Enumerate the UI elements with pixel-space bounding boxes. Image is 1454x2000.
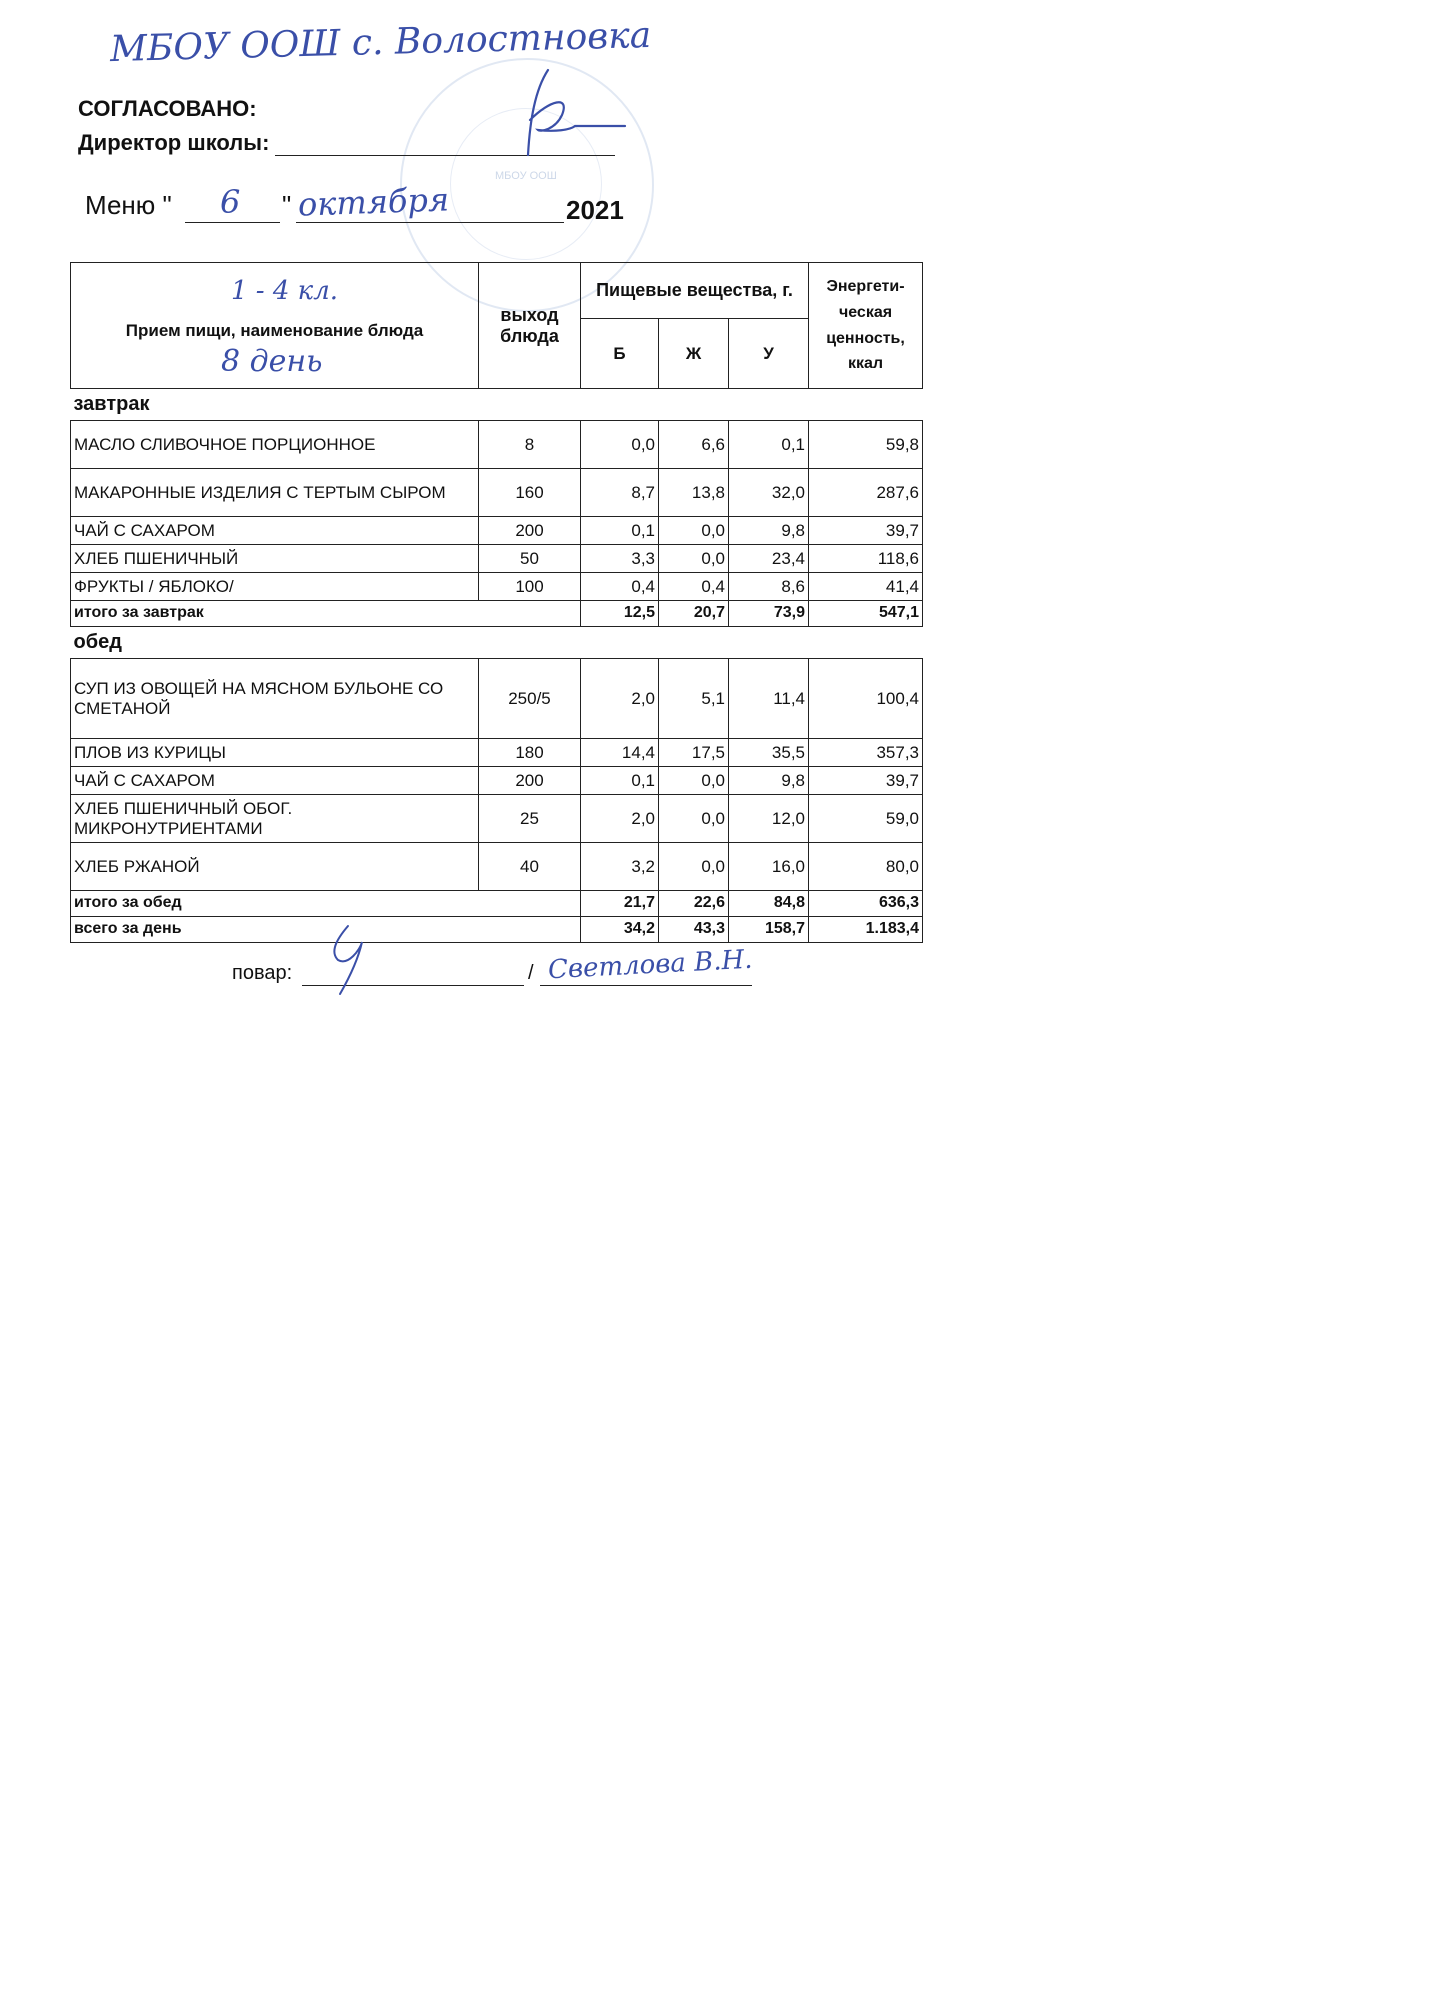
cook-signature <box>318 920 378 1000</box>
breakfast-total-b: 12,5 <box>581 601 659 627</box>
dish-u: 16,0 <box>729 843 809 891</box>
dish-b: 0,0 <box>581 421 659 469</box>
cook-slash: / <box>528 962 534 984</box>
lunch-total-row <box>71 891 923 917</box>
dish-u: 32,0 <box>729 469 809 517</box>
header-nutrients: Пищевые вещества, г. <box>581 263 809 319</box>
header-meal-name <box>71 263 479 389</box>
dish-u: 23,4 <box>729 545 809 573</box>
dish-zh: 0,0 <box>659 843 729 891</box>
dish-name: ХЛЕБ ПШЕНИЧНЫЙ <box>71 545 479 573</box>
director-signature <box>500 60 630 170</box>
table-row <box>71 573 923 601</box>
dish-portion: 25 <box>479 795 581 843</box>
dish-zh: 6,6 <box>659 421 729 469</box>
header-u: У <box>729 319 809 389</box>
dish-u: 12,0 <box>729 795 809 843</box>
dish-u: 9,8 <box>729 767 809 795</box>
dish-kcal: 39,7 <box>809 517 923 545</box>
lunch-total-label: итого за обед <box>71 891 581 917</box>
dish-kcal: 118,6 <box>809 545 923 573</box>
dish-name: ЧАЙ С САХАРОМ <box>71 517 479 545</box>
dish-zh: 13,8 <box>659 469 729 517</box>
dish-b: 3,3 <box>581 545 659 573</box>
section-breakfast <box>71 389 923 421</box>
header-class-handwritten: 1 - 4 кл. <box>231 276 339 306</box>
section-lunch <box>71 627 923 659</box>
dish-zh: 0,4 <box>659 573 729 601</box>
table-row <box>71 795 923 843</box>
dish-zh: 17,5 <box>659 739 729 767</box>
dish-u: 8,6 <box>729 573 809 601</box>
dish-portion: 50 <box>479 545 581 573</box>
dish-u: 9,8 <box>729 517 809 545</box>
dish-portion: 200 <box>479 517 581 545</box>
lunch-total-zh: 22,6 <box>659 891 729 917</box>
dish-name: ПЛОВ ИЗ КУРИЦЫ <box>71 739 479 767</box>
table-row <box>71 545 923 573</box>
breakfast-total-zh: 20,7 <box>659 601 729 627</box>
breakfast-total-row <box>71 601 923 627</box>
cook-name-line <box>540 985 752 986</box>
header-zh: Ж <box>659 319 729 389</box>
dish-name: ХЛЕБ РЖАНОЙ <box>71 843 479 891</box>
table-row <box>71 843 923 891</box>
dish-kcal: 287,6 <box>809 469 923 517</box>
dish-kcal: 100,4 <box>809 659 923 739</box>
day-total-b: 34,2 <box>581 917 659 943</box>
header-day-handwritten: 8 день <box>221 344 323 379</box>
dish-b: 2,0 <box>581 659 659 739</box>
stamp-text: МБОУ ООШ <box>495 170 557 182</box>
dish-name: МАСЛО СЛИВОЧНОЕ ПОРЦИОННОЕ <box>71 421 479 469</box>
section-lunch-title: обед <box>71 627 923 659</box>
dish-kcal: 41,4 <box>809 573 923 601</box>
dish-zh: 0,0 <box>659 767 729 795</box>
menu-prefix: Меню " <box>85 190 172 220</box>
dish-kcal: 39,7 <box>809 767 923 795</box>
breakfast-total-label: итого за завтрак <box>71 601 581 627</box>
menu-day-handwritten: 6 <box>220 183 241 221</box>
section-breakfast-title: завтрак <box>71 389 923 421</box>
header-portion: выход блюда <box>479 263 581 389</box>
dish-portion: 160 <box>479 469 581 517</box>
table-row <box>71 767 923 795</box>
dish-kcal: 357,3 <box>809 739 923 767</box>
table-row <box>71 517 923 545</box>
dish-kcal: 59,0 <box>809 795 923 843</box>
dish-portion: 40 <box>479 843 581 891</box>
menu-table <box>70 262 923 943</box>
header-b: Б <box>581 319 659 389</box>
dish-b: 14,4 <box>581 739 659 767</box>
day-total-zh: 43,3 <box>659 917 729 943</box>
dish-b: 0,4 <box>581 573 659 601</box>
cook-label: повар: <box>232 962 293 984</box>
director-label: Директор школы: <box>78 130 270 155</box>
dish-zh: 0,0 <box>659 545 729 573</box>
menu-mid-quote: " <box>282 190 292 220</box>
day-total-label: всего за день <box>71 917 581 943</box>
dish-u: 11,4 <box>729 659 809 739</box>
lunch-total-u: 84,8 <box>729 891 809 917</box>
lunch-total-b: 21,7 <box>581 891 659 917</box>
header-meal-name-text: Прием пищи, наименование блюда <box>125 320 424 340</box>
dish-zh: 5,1 <box>659 659 729 739</box>
menu-month-handwritten: октября <box>297 180 450 224</box>
dish-portion: 200 <box>479 767 581 795</box>
dish-b: 3,2 <box>581 843 659 891</box>
dish-u: 0,1 <box>729 421 809 469</box>
breakfast-total-u: 73,9 <box>729 601 809 627</box>
day-total-kcal: 1.183,4 <box>809 917 923 943</box>
dish-portion: 8 <box>479 421 581 469</box>
header-energy: Энергети-ческая ценность, ккал <box>809 263 923 389</box>
dish-portion: 100 <box>479 573 581 601</box>
dish-name: СУП ИЗ ОВОЩЕЙ НА МЯСНОМ БУЛЬОНЕ СО СМЕТАНОЙ <box>71 659 479 739</box>
lunch-total-kcal: 636,3 <box>809 891 923 917</box>
table-row <box>71 739 923 767</box>
dish-u: 35,5 <box>729 739 809 767</box>
dish-name: ФРУКТЫ / ЯБЛОКО/ <box>71 573 479 601</box>
dish-name: МАКАРОННЫЕ ИЗДЕЛИЯ С ТЕРТЫМ СЫРОМ <box>71 469 479 517</box>
dish-b: 0,1 <box>581 517 659 545</box>
school-name-handwritten: МБОУ ООШ с. Волостновка <box>109 14 652 71</box>
dish-portion: 250/5 <box>479 659 581 739</box>
table-row <box>71 421 923 469</box>
table-header-row <box>71 263 923 319</box>
dish-b: 0,1 <box>581 767 659 795</box>
dish-b: 2,0 <box>581 795 659 843</box>
dish-zh: 0,0 <box>659 795 729 843</box>
menu-day-line <box>185 222 280 223</box>
dish-name: ХЛЕБ ПШЕНИЧНЫЙ ОБОГ. МИКРОНУТРИЕНТАМИ <box>71 795 479 843</box>
dish-kcal: 80,0 <box>809 843 923 891</box>
approval-title: СОГЛАСОВАНО: <box>78 96 257 121</box>
table-row <box>71 469 923 517</box>
breakfast-total-kcal: 547,1 <box>809 601 923 627</box>
table-row <box>71 659 923 739</box>
dish-kcal: 59,8 <box>809 421 923 469</box>
dish-portion: 180 <box>479 739 581 767</box>
menu-year: 2021 <box>566 195 624 225</box>
dish-name: ЧАЙ С САХАРОМ <box>71 767 479 795</box>
dish-b: 8,7 <box>581 469 659 517</box>
day-total-row <box>71 917 923 943</box>
day-total-u: 158,7 <box>729 917 809 943</box>
dish-zh: 0,0 <box>659 517 729 545</box>
cook-name-handwritten: Светлова В.Н. <box>547 944 754 986</box>
